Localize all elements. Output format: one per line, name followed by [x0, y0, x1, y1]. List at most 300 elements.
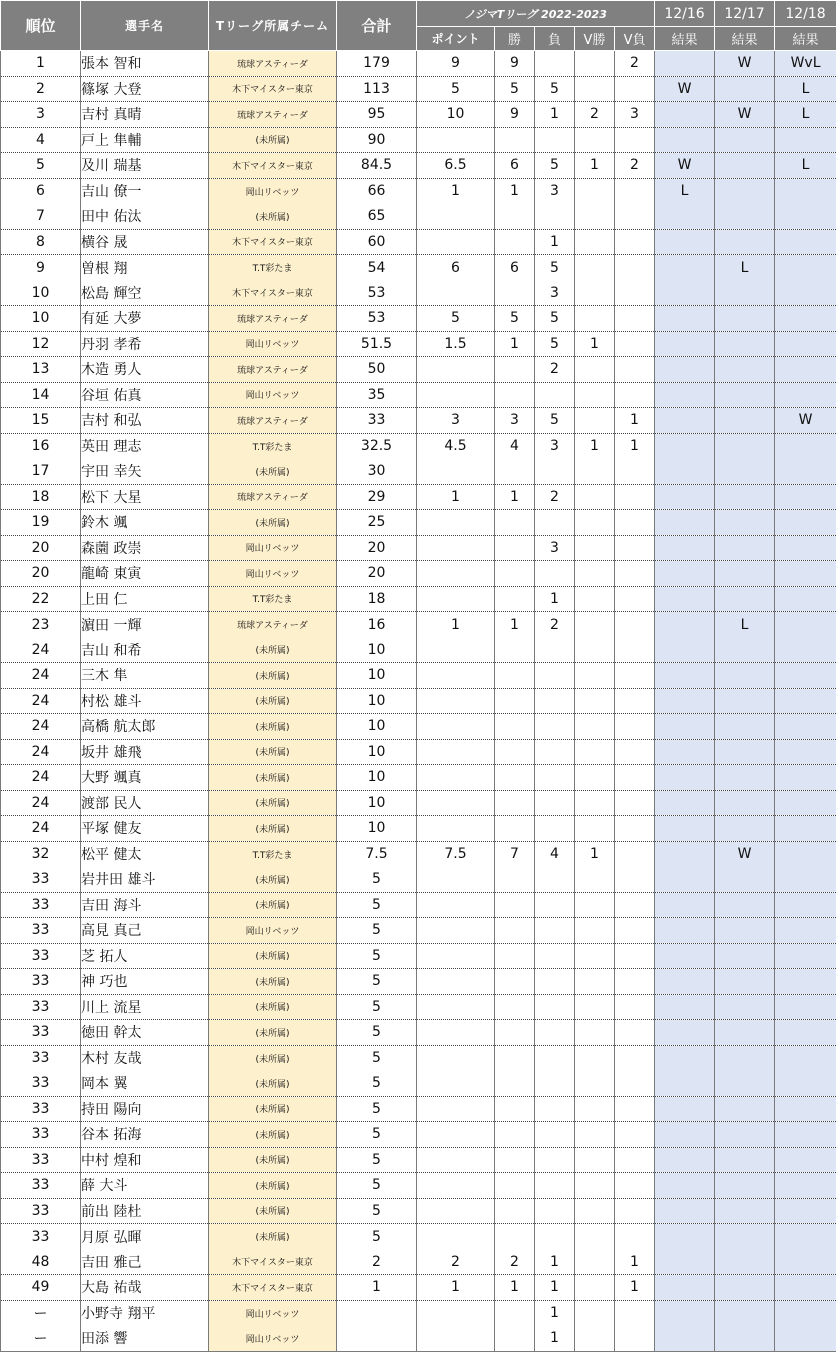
total-cell: 5: [337, 1122, 417, 1148]
result-cell-1217: [715, 688, 775, 714]
result-cell-1218: [775, 204, 836, 230]
result-cell-1218: [775, 382, 836, 408]
total-cell: 10: [337, 688, 417, 714]
league-header: ノジマTリーグ 2022-2023: [417, 1, 655, 27]
points-cell: [417, 229, 495, 255]
result-cell-1218: [775, 1326, 836, 1352]
vloss-cell: [615, 306, 655, 332]
result-cell-1218: [775, 331, 836, 357]
result-cell-1216: [655, 1071, 715, 1097]
win-cell: 1: [495, 178, 535, 204]
player-name-cell: 川上 流星: [81, 994, 209, 1020]
result-cell-1217: [715, 280, 775, 306]
table-row: [1, 969, 836, 995]
result-cell-1216: [655, 535, 715, 561]
win-cell: [495, 459, 535, 485]
result-cell-1217: [715, 178, 775, 204]
points-cell: [417, 1096, 495, 1122]
loss-cell: 2: [535, 357, 575, 383]
rank-cell: 20: [1, 561, 81, 587]
result-cell-1218: [775, 1096, 836, 1122]
result-cell-1216: [655, 1173, 715, 1199]
vwin-cell: [575, 510, 615, 536]
player-name-cell: 坂井 雄飛: [81, 739, 209, 765]
total-cell: 60: [337, 229, 417, 255]
rank-cell: 33: [1, 1198, 81, 1224]
result-cell-1217: [715, 1249, 775, 1275]
win-cell: [495, 1045, 535, 1071]
vwin-cell: [575, 204, 615, 230]
team-cell: 木下マイスター東京: [209, 229, 337, 255]
vloss-cell: [615, 561, 655, 587]
result-cell-1217: [715, 918, 775, 944]
result-cell-1218: [775, 969, 836, 995]
player-name-cell: 松下 大星: [81, 484, 209, 510]
table-row: [1, 76, 836, 102]
vwin-cell: [575, 994, 615, 1020]
result-cell-1217: L: [715, 255, 775, 281]
points-cell: 5: [417, 76, 495, 102]
result-cell-1216: [655, 637, 715, 663]
team-cell: (未所属): [209, 1071, 337, 1097]
team-cell: 琉球アスティーダ: [209, 306, 337, 332]
result-cell-1217: [715, 127, 775, 153]
result-cell-1218: [775, 790, 836, 816]
vloss-cell: [615, 76, 655, 102]
result-cell-1217: [715, 459, 775, 485]
loss-cell: [535, 892, 575, 918]
table-row: [1, 1249, 836, 1275]
loss-cell: 1: [535, 586, 575, 612]
total-cell: 5: [337, 867, 417, 893]
result-cell-1218: [775, 255, 836, 281]
result-cell-1217: [715, 1147, 775, 1173]
result-cell-1216: [655, 1045, 715, 1071]
loss-cell: [535, 1071, 575, 1097]
points-header: ポイント: [417, 27, 495, 51]
vloss-cell: 2: [615, 51, 655, 77]
player-name-cell: 及川 瑞基: [81, 153, 209, 179]
rank-cell: 24: [1, 790, 81, 816]
result-cell-1216: [655, 1275, 715, 1301]
loss-cell: [535, 969, 575, 995]
points-cell: [417, 280, 495, 306]
win-cell: [495, 586, 535, 612]
vwin-cell: [575, 586, 615, 612]
result-cell-1217: [715, 663, 775, 689]
win-cell: [495, 892, 535, 918]
total-cell: 10: [337, 663, 417, 689]
table-row: [1, 1020, 836, 1046]
vloss-cell: [615, 510, 655, 536]
team-cell: 木下マイスター東京: [209, 1275, 337, 1301]
result-cell-1218: [775, 1275, 836, 1301]
points-cell: [417, 688, 495, 714]
date-header-3: 12/18: [775, 1, 836, 27]
result-cell-1217: [715, 943, 775, 969]
total-cell: 5: [337, 1020, 417, 1046]
result-cell-1217: W: [715, 102, 775, 128]
win-cell: 1: [495, 331, 535, 357]
team-cell: T.T彩たま: [209, 586, 337, 612]
player-name-cell: 有延 大夢: [81, 306, 209, 332]
vwin-cell: [575, 229, 615, 255]
result-cell-1217: [715, 1198, 775, 1224]
team-cell: (未所属): [209, 816, 337, 842]
vloss-cell: [615, 204, 655, 230]
loss-cell: [535, 1020, 575, 1046]
table-row: [1, 204, 836, 230]
rank-cell: 1: [1, 51, 81, 77]
result-cell-1216: [655, 433, 715, 459]
result-cell-1217: [715, 1045, 775, 1071]
team-cell: (未所属): [209, 663, 337, 689]
player-name-cell: 徳田 幹太: [81, 1020, 209, 1046]
result-cell-1217: [715, 535, 775, 561]
team-cell: (未所属): [209, 790, 337, 816]
result-cell-1217: [715, 1122, 775, 1148]
vloss-cell: [615, 714, 655, 740]
total-cell: 51.5: [337, 331, 417, 357]
team-cell: 琉球アスティーダ: [209, 357, 337, 383]
points-cell: [417, 127, 495, 153]
vwin-cell: [575, 790, 615, 816]
table-header: [1, 1, 836, 51]
result-cell-1218: [775, 229, 836, 255]
player-name-cell: 岡本 翼: [81, 1071, 209, 1097]
vloss-cell: 1: [615, 1275, 655, 1301]
table-row: [1, 1071, 836, 1097]
vloss-cell: [615, 255, 655, 281]
date-header-1: 12/16: [655, 1, 715, 27]
total-cell: 10: [337, 816, 417, 842]
player-name-cell: 木造 勇人: [81, 357, 209, 383]
vloss-cell: [615, 1173, 655, 1199]
team-cell: 琉球アスティーダ: [209, 408, 337, 434]
vwin-cell: 1: [575, 841, 615, 867]
vloss-cell: 3: [615, 102, 655, 128]
result-cell-1217: [715, 1300, 775, 1326]
rank-cell: 33: [1, 1071, 81, 1097]
table-row: [1, 765, 836, 791]
vloss-header: V負: [615, 27, 655, 51]
result-cell-1216: [655, 382, 715, 408]
result-cell-1216: [655, 586, 715, 612]
vwin-cell: [575, 892, 615, 918]
points-cell: [417, 1173, 495, 1199]
player-name-cell: 神 巧也: [81, 969, 209, 995]
result-cell-1218: [775, 816, 836, 842]
player-name-cell: 横谷 晟: [81, 229, 209, 255]
win-cell: [495, 1096, 535, 1122]
loss-cell: [535, 739, 575, 765]
result-cell-1218: L: [775, 102, 836, 128]
table-row: [1, 1326, 836, 1352]
rank-cell: 19: [1, 510, 81, 536]
win-cell: [495, 204, 535, 230]
vloss-cell: [615, 688, 655, 714]
points-cell: 1: [417, 1275, 495, 1301]
points-cell: [417, 765, 495, 791]
player-name-cell: 前出 陸杜: [81, 1198, 209, 1224]
loss-cell: [535, 382, 575, 408]
table-row: [1, 535, 836, 561]
win-cell: [495, 561, 535, 587]
result-cell-1217: [715, 484, 775, 510]
result-cell-1217: [715, 331, 775, 357]
result-cell-1218: [775, 765, 836, 791]
vwin-header: V勝: [575, 27, 615, 51]
rank-cell: 17: [1, 459, 81, 485]
result-cell-1218: [775, 1300, 836, 1326]
table-row: [1, 153, 836, 179]
player-name-cell: 吉山 和希: [81, 637, 209, 663]
result-cell-1216: [655, 765, 715, 791]
total-cell: 30: [337, 459, 417, 485]
points-cell: [417, 1147, 495, 1173]
points-cell: 4.5: [417, 433, 495, 459]
points-cell: [417, 892, 495, 918]
rank-cell: 33: [1, 1122, 81, 1148]
vloss-cell: [615, 943, 655, 969]
result-cell-1217: [715, 1173, 775, 1199]
table-row: [1, 1198, 836, 1224]
rank-cell: 24: [1, 765, 81, 791]
result-cell-1216: [655, 1020, 715, 1046]
result-cell-1217: [715, 969, 775, 995]
points-cell: [417, 1122, 495, 1148]
player-name-cell: 月原 弘暉: [81, 1224, 209, 1250]
vloss-cell: [615, 816, 655, 842]
rank-cell: 5: [1, 153, 81, 179]
vwin-cell: [575, 1249, 615, 1275]
team-cell: 岡山リベッツ: [209, 1326, 337, 1352]
result-cell-1218: [775, 178, 836, 204]
player-name-cell: 高見 真己: [81, 918, 209, 944]
table-row: [1, 1147, 836, 1173]
total-cell: 7.5: [337, 841, 417, 867]
table-row: [1, 1224, 836, 1250]
vwin-cell: [575, 918, 615, 944]
win-cell: [495, 1173, 535, 1199]
win-cell: 3: [495, 408, 535, 434]
result-cell-1218: [775, 510, 836, 536]
win-cell: [495, 739, 535, 765]
win-cell: 1: [495, 1275, 535, 1301]
result-cell-1217: [715, 561, 775, 587]
win-cell: [495, 867, 535, 893]
vloss-cell: [615, 586, 655, 612]
loss-cell: 5: [535, 331, 575, 357]
win-cell: [495, 714, 535, 740]
result-cell-1216: [655, 510, 715, 536]
rank-cell: 24: [1, 714, 81, 740]
table-row: [1, 739, 836, 765]
points-cell: [417, 1071, 495, 1097]
table-row: [1, 1045, 836, 1071]
result-cell-1216: [655, 739, 715, 765]
loss-cell: [535, 663, 575, 689]
rank-cell: 33: [1, 1224, 81, 1250]
points-cell: 6: [417, 255, 495, 281]
player-name-cell: 上田 仁: [81, 586, 209, 612]
team-cell: (未所属): [209, 943, 337, 969]
rank-cell: 15: [1, 408, 81, 434]
vloss-cell: [615, 1147, 655, 1173]
vloss-cell: 1: [615, 408, 655, 434]
vwin-cell: [575, 76, 615, 102]
win-cell: 6: [495, 255, 535, 281]
points-cell: [417, 586, 495, 612]
team-cell: (未所属): [209, 867, 337, 893]
table-row: [1, 178, 836, 204]
rank-cell: 33: [1, 994, 81, 1020]
result-cell-1216: [655, 969, 715, 995]
rank-cell: 8: [1, 229, 81, 255]
total-cell: 5: [337, 1224, 417, 1250]
total-cell: 5: [337, 1147, 417, 1173]
result-cell-1218: [775, 127, 836, 153]
vloss-cell: 2: [615, 153, 655, 179]
win-cell: 9: [495, 102, 535, 128]
win-header: 勝: [495, 27, 535, 51]
loss-cell: 3: [535, 280, 575, 306]
result-cell-1217: [715, 714, 775, 740]
win-cell: [495, 1122, 535, 1148]
result-cell-1216: [655, 408, 715, 434]
total-cell: 5: [337, 1071, 417, 1097]
loss-cell: 1: [535, 1275, 575, 1301]
vloss-cell: [615, 1198, 655, 1224]
win-cell: [495, 969, 535, 995]
win-cell: [495, 1071, 535, 1097]
player-name-cell: 村松 雄斗: [81, 688, 209, 714]
vwin-cell: [575, 561, 615, 587]
vwin-cell: [575, 357, 615, 383]
vwin-cell: [575, 739, 615, 765]
points-cell: [417, 382, 495, 408]
rank-cell: 23: [1, 612, 81, 638]
table-row: [1, 357, 836, 383]
team-cell: (未所属): [209, 204, 337, 230]
player-name-cell: 戸上 隼輔: [81, 127, 209, 153]
win-cell: [495, 688, 535, 714]
rank-cell: 33: [1, 943, 81, 969]
result-cell-1217: [715, 306, 775, 332]
team-cell: (未所属): [209, 127, 337, 153]
player-name-cell: 小野寺 翔平: [81, 1300, 209, 1326]
team-cell: 木下マイスター東京: [209, 280, 337, 306]
team-header: Tリーグ所属チーム: [209, 1, 337, 51]
total-cell: 16: [337, 612, 417, 638]
total-cell: 84.5: [337, 153, 417, 179]
table-row: [1, 943, 836, 969]
win-cell: [495, 229, 535, 255]
win-cell: [495, 1198, 535, 1224]
result-cell-1216: L: [655, 178, 715, 204]
result-cell-1216: [655, 663, 715, 689]
vwin-cell: [575, 535, 615, 561]
result-cell-1218: [775, 459, 836, 485]
result-cell-1217: L: [715, 612, 775, 638]
result-cell-1217: [715, 1020, 775, 1046]
rank-cell: 48: [1, 1249, 81, 1275]
vloss-cell: [615, 331, 655, 357]
rank-cell: 20: [1, 535, 81, 561]
win-cell: [495, 357, 535, 383]
result-cell-1216: [655, 1249, 715, 1275]
table-row: [1, 1275, 836, 1301]
result-cell-1218: [775, 1249, 836, 1275]
vloss-cell: [615, 1300, 655, 1326]
vwin-cell: [575, 459, 615, 485]
player-name-cell: 鈴木 颯: [81, 510, 209, 536]
team-cell: 岡山リベッツ: [209, 331, 337, 357]
total-cell: 54: [337, 255, 417, 281]
result-cell-1216: [655, 127, 715, 153]
result-cell-1217: [715, 1275, 775, 1301]
result-cell-1216: [655, 484, 715, 510]
rank-cell: 10: [1, 306, 81, 332]
loss-cell: [535, 1224, 575, 1250]
team-cell: 岡山リベッツ: [209, 1300, 337, 1326]
vwin-cell: [575, 255, 615, 281]
total-cell: 2: [337, 1249, 417, 1275]
result-cell-1218: [775, 1198, 836, 1224]
loss-cell: [535, 816, 575, 842]
rank-cell: ー: [1, 1300, 81, 1326]
player-name-cell: 吉田 雅己: [81, 1249, 209, 1275]
win-cell: [495, 1020, 535, 1046]
loss-cell: [535, 714, 575, 740]
result-cell-1217: [715, 1071, 775, 1097]
points-cell: [417, 969, 495, 995]
player-name-cell: 宇田 幸矢: [81, 459, 209, 485]
team-cell: (未所属): [209, 1224, 337, 1250]
result-cell-1216: [655, 459, 715, 485]
table-row: [1, 816, 836, 842]
rank-cell: 24: [1, 739, 81, 765]
rank-cell: 18: [1, 484, 81, 510]
vwin-cell: [575, 1326, 615, 1352]
win-cell: [495, 1224, 535, 1250]
player-name-cell: 吉村 和弘: [81, 408, 209, 434]
vwin-cell: [575, 408, 615, 434]
date-header-2: 12/17: [715, 1, 775, 27]
rank-cell: 33: [1, 969, 81, 995]
win-cell: 1: [495, 484, 535, 510]
loss-cell: [535, 127, 575, 153]
vwin-cell: 1: [575, 153, 615, 179]
team-cell: (未所属): [209, 1020, 337, 1046]
rank-cell: 24: [1, 816, 81, 842]
result-cell-1218: [775, 1147, 836, 1173]
result-cell-1216: [655, 561, 715, 587]
points-cell: [417, 1300, 495, 1326]
result-cell-1218: [775, 357, 836, 383]
total-cell: 5: [337, 1173, 417, 1199]
loss-cell: [535, 51, 575, 77]
loss-cell: [535, 204, 575, 230]
vloss-cell: [615, 1326, 655, 1352]
points-cell: 1: [417, 484, 495, 510]
loss-cell: 5: [535, 408, 575, 434]
result-cell-1216: [655, 1147, 715, 1173]
result-cell-1218: [775, 1173, 836, 1199]
result-cell-1217: [715, 433, 775, 459]
points-cell: [417, 1198, 495, 1224]
vwin-cell: [575, 1147, 615, 1173]
